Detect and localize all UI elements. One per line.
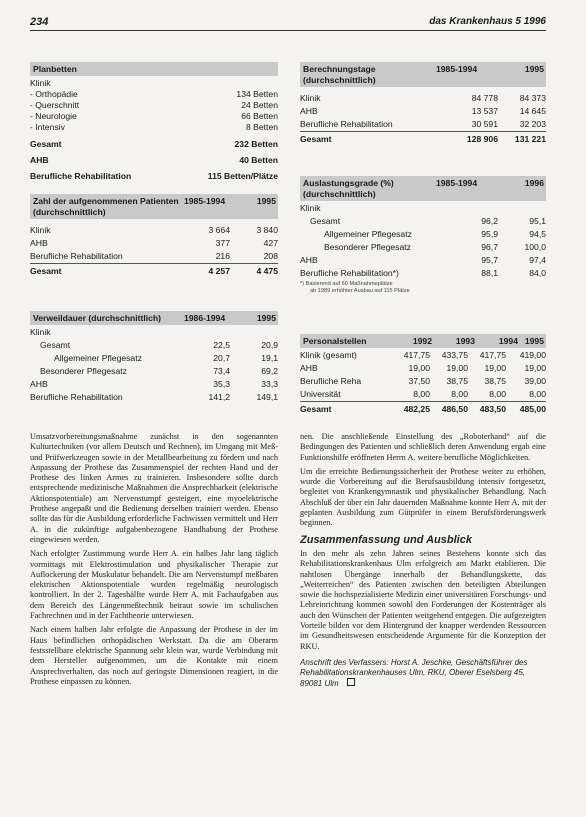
table-row: AHB 377 427 (30, 238, 278, 248)
table-row: AHB 40 Betten (30, 155, 278, 165)
paragraph: Nach erfolgter Zustimmung wurde Herr A. ein halbes Jahr lang täglich vormittags mit Elektrostimulation und physikalischer Therapie zur Auflockerung der Muskulatur behandelt. Die am Nervenstumpf meßbaren elektrischen Aktionspotentiale wurden regelmäßig neurologisch kontrolliert. In der 2. Tageshälfte wurde Herr A. mit Fachaufgaben aus dem Bereich des Längenmeßtechnik betraut sowie im schulischen Fachrechnen und in der Fachtheorie unterwiesen. (30, 549, 278, 621)
end-mark-icon (347, 678, 355, 686)
table-row: - Neurologie 66 Betten (30, 111, 278, 121)
paragraph: nen. Die anschließende Einstellung des „Roboterhand“ auf die Bedingungen des Patienten und schließlich deren Anwendung ergab eine Funktionshilfe eröffneten Herrn A. weitere berufliche Möglichkeiten. (300, 432, 546, 462)
table-row: AHB 19,00 19,00 19,00 19,00 (300, 363, 546, 373)
table-row: Berufliche Rehabilitation 141,2 149,1 (30, 392, 278, 402)
divider (300, 401, 546, 402)
paragraph: Nach einem halben Jahr erfolgte die Anpassung der Prothese in der im Haus befindlichen orthopädischen Werkstatt. Da die am Oberarm festsstellbare elektrische Spannung sehr klein war, wurde Verbindung mit dem Hersteller aufgenommen, um die Kontakte mit einem Ansprechverhalten, das noch auf geringste Dimensionen reagiert, in die Prothese einpassen zu können. (30, 625, 278, 686)
journal-title: das Krankenhaus 5 1996 (429, 16, 546, 27)
table-header: Planbetten (30, 62, 278, 76)
table-row: Allgemeiner Pflegesatz 95,9 94,5 (324, 229, 546, 239)
table-row: Gesamt 482,25 486,50 483,50 485,00 (300, 404, 546, 414)
table-row: Berufliche Rehabilitation 30 591 32 203 (300, 119, 546, 129)
patienten-table (30, 194, 278, 277)
table-row: - Querschnitt 24 Betten (30, 100, 278, 110)
table-row: Berufliche Rehabilitation 216 208 (30, 251, 278, 261)
table-row: Gesamt 4 257 4 475 (30, 266, 278, 276)
author-address: Anschrift des Verfassers: Horst A. Jeschke, Geschäftsführer des Rehabilitationskrankenhauses Ulm, RKU, Oberer Eselsberg 45, 89081 Ulm (300, 657, 528, 688)
berechnungstage-table (300, 62, 546, 145)
table-row: Klinik (30, 78, 51, 88)
table-row: AHB 35,3 33,3 (30, 379, 278, 389)
table-row: Besonderer Pflegesatz 73,4 69,2 (40, 366, 278, 376)
table-row: Klinik (30, 327, 51, 337)
table-row: Allgemeiner Pflegesatz 20,7 19,1 (54, 353, 278, 363)
table-row: - Orthopädie 134 Betten (30, 89, 278, 99)
verweildauer-table (30, 311, 278, 403)
table-row: Gesamt 22,5 20,9 (40, 340, 278, 350)
table-row: Besonderer Pflegesatz 96,7 100,0 (324, 242, 546, 252)
paragraph: Um die erreichte Bedienungssicherheit der Prothese weiter zu erhöhen, wurde die Vorbereitung auf die Berufsausbildung intensiv fortgesetzt, begleitet von Krankengymnastik und physikalischer Behandlung. Nach Abschluß der über ein Jahr dauernden Maßnahme konnte Herr A. mit der geplanten Ausbildung zum Gütprüfer in einem Berufsförderungswerk beginnen. (300, 466, 546, 528)
footnote: *) Basierend auf 60 Maßnahmeplätze ab 1989 erhöhter Ausbau auf 115 Plätze (300, 281, 410, 294)
table-row: AHB 13 537 14 645 (300, 106, 546, 116)
table-row: - Intensiv 8 Betten (30, 122, 278, 132)
table-header: Verweildauer (durchschnittlich) 1986-1994 1995 (30, 311, 278, 325)
table-row: Berufliche Rehabilitation 115 Betten/Plätze (30, 171, 278, 181)
table-row: AHB 95,7 97,4 (300, 255, 546, 265)
planbetten-table (30, 62, 278, 182)
divider (300, 131, 546, 132)
table-header: Personalstellen 1992 1993 1994 1995 (300, 334, 546, 348)
table-row: Universität 8,00 8,00 8,00 8,00 (300, 389, 546, 399)
page-header (0, 14, 586, 36)
divider (30, 263, 278, 264)
table-row: Klinik 3 664 3 840 (30, 225, 278, 235)
table-header: Zahl der aufgenommenen Patienten (durchschnittlich) 1985-1994 1995 (30, 194, 278, 219)
table-row: Klinik 84 778 84 373 (300, 93, 546, 103)
table-row: Gesamt 232 Betten (30, 139, 278, 149)
header-rule (30, 30, 546, 31)
section-heading: Zusammenfassung und Ausblick (300, 533, 472, 546)
table-header: Auslastungsgrade (%) (durchschnittlich) 1985-1994 1996 (300, 176, 546, 201)
table-row: Gesamt 128 906 131 221 (300, 134, 546, 144)
table-row: Gesamt 96,2 95,1 (310, 216, 546, 226)
table-row: Berufliche Reha 37,50 38,75 38,75 39,00 (300, 376, 546, 386)
auslastung-table (300, 176, 546, 294)
table-header: Berechnungstage (durchschnittlich) 1985-1994 1995 (300, 62, 546, 87)
body-column-left (30, 432, 278, 807)
table-row: Berufliche Rehabilitation*) 88,1 84,0 (300, 268, 546, 278)
personal-table (300, 334, 546, 415)
paragraph: In den mehr als zehn Jahren seines Bestehens konnte sich das Rehabilitationskrankenhaus Ulm erfolgreich am Markt etablieren. Die nahtlosen Übergänge innerhalb der Behandlungskette, das „Weiterreichen“ des Patienten zwischen den beteiligten Abteilungen sowie die hochspezialisierte Medizin einer universitären Forschungs- und Lehreinrichtung kommen sowohl den Forderungen der Kostenträger als auch den Wünschen der Patienten weitgehend entgegen. Die aufgezeigten Vorteile bilden vor dem Hintergrund der knapper werdenden Ressourcen im Gesundheitswesen entscheidende Argumente für die Konzeption der RKU. (300, 548, 546, 651)
table-row: Klinik (gesamt) 417,75 433,75 417,75 419,00 (300, 350, 546, 360)
page-number: 234 (30, 16, 49, 28)
table-row: Klinik (300, 203, 321, 213)
paragraph: Umsatzvorbereitungsmaßnahme zunächst in den sogenannten Kulturtechniken (vor allem Deutsch und Rechnen), im Umgang mit Meß- und Prüfwerkzeugen sowie in der Metallbearbeitung zu fördern und nach Anpassung der Prothese das Zusammenspiel der rechten Hand und der Prothese des linken Armes zu trainieren. Insbesondere sollte durch entsprechende medizinische Maßnahmen die Ansprechbarkeit (elektrische Aktionspotentiale) am Nervenstumpf gesteigert, eine myoelektrische Prothese angepaßt und die Bedienung derselben trainiert werden. Ebenso sollte das für die Ausbildung erforderliche Fachwissen vermittelt und Herr A. in die zukünftige aufgabenbezogene Handhabung der Prothese eingewiesen werden. (30, 432, 278, 544)
body-column-right (300, 432, 546, 807)
